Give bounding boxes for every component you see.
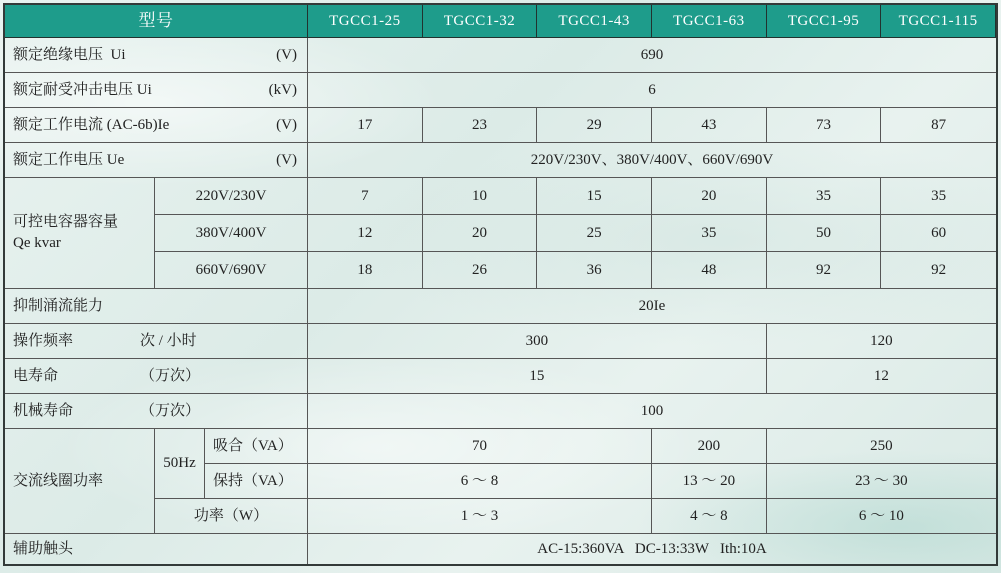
model-header-tgcc1-63: TGCC1-63 — [652, 5, 767, 38]
coil-wattage-label: 功率（W） — [155, 499, 308, 534]
row-label-working-voltage — [5, 143, 308, 178]
value-working-current-115: 87 — [881, 108, 996, 143]
capacity-380-value-63: 35 — [652, 215, 767, 252]
value-working-current-95: 73 — [767, 108, 882, 143]
capacity-voltage-380: 380V/400V — [155, 215, 308, 252]
row-label-inrush-suppression: 抑制涌流能力 — [5, 289, 308, 324]
coil-pickup-label: 吸合（VA） — [205, 429, 308, 464]
coil-pickup-value-b: 200 — [652, 429, 767, 464]
capacity-660-value-63: 48 — [652, 252, 767, 289]
coil-hold-label: 保持（VA） — [205, 464, 308, 499]
value-electrical-life-right: 12 — [767, 359, 996, 394]
row-label-working-current — [5, 108, 308, 143]
unit-text: 次 / 小时 — [140, 332, 197, 349]
capacity-660-value-32: 26 — [423, 252, 538, 289]
value-operating-frequency-right: 120 — [767, 324, 996, 359]
value-operating-frequency-left: 300 — [308, 324, 767, 359]
coil-hold-value-c: 23 ～ 30 — [767, 464, 996, 499]
model-header-tgcc1-25: TGCC1-25 — [308, 5, 423, 38]
value-working-voltage: 220V/230V、380V/400V、660V/690V — [308, 143, 996, 178]
row-label-impulse-voltage — [5, 73, 308, 108]
label-subtext: Qe kvar — [13, 235, 61, 251]
capacity-220-value-43: 15 — [537, 178, 652, 215]
label-text: 操作频率 — [13, 332, 74, 349]
value-working-current-43: 29 — [537, 108, 652, 143]
label-text: 可控电容器容量 — [13, 214, 119, 231]
row-label-mechanical-life — [5, 394, 308, 429]
label-text: 额定工作电压 Ue — [13, 151, 125, 168]
row-label-electrical-life — [5, 359, 308, 394]
value-inrush-suppression: 20Ie — [308, 289, 996, 324]
value-insulation-voltage: 690 — [308, 38, 996, 73]
label-text: 额定耐受冲击电压 Ui — [13, 81, 152, 98]
coil-power-frequency: 50Hz — [155, 429, 205, 499]
label-text: 机械寿命 — [13, 402, 74, 419]
unit-text: (V) — [276, 46, 297, 63]
spec-table — [3, 3, 998, 566]
capacity-voltage-660: 660V/690V — [155, 252, 308, 289]
row-label-capacitor-capacity — [5, 178, 155, 289]
coil-hold-value-b: 13 ～ 20 — [652, 464, 767, 499]
capacity-660-value-43: 36 — [537, 252, 652, 289]
capacity-220-value-32: 10 — [423, 178, 538, 215]
unit-text: （万次） — [140, 402, 201, 419]
coil-pickup-value-c: 250 — [767, 429, 996, 464]
value-impulse-voltage: 6 — [308, 73, 996, 108]
coil-pickup-value-a: 70 — [308, 429, 652, 464]
coil-wattage-value-b: 4 ～ 8 — [652, 499, 767, 534]
row-label-operating-frequency — [5, 324, 308, 359]
value-electrical-life-left: 15 — [308, 359, 767, 394]
capacity-660-value-95: 92 — [767, 252, 882, 289]
capacity-380-value-43: 25 — [537, 215, 652, 252]
value-working-current-25: 17 — [308, 108, 423, 143]
coil-wattage-value-c: 6 ～ 10 — [767, 499, 996, 534]
coil-hold-value-a: 6 ～ 8 — [308, 464, 652, 499]
capacitor-capacity-label — [13, 213, 118, 253]
capacity-660-value-25: 18 — [308, 252, 423, 289]
model-header-tgcc1-32: TGCC1-32 — [423, 5, 538, 38]
value-working-current-63: 43 — [652, 108, 767, 143]
capacity-220-value-63: 20 — [652, 178, 767, 215]
capacity-220-value-115: 35 — [881, 178, 996, 215]
value-aux-contact: AC-15:360VA DC-13:33W Ith:10A — [537, 540, 767, 557]
unit-text: （万次） — [140, 367, 201, 384]
capacity-220-value-95: 35 — [767, 178, 882, 215]
model-header-tgcc1-43: TGCC1-43 — [537, 5, 652, 38]
capacity-660-value-115: 92 — [881, 252, 996, 289]
row-label-aux-contact: 辅助触头 — [5, 534, 308, 564]
model-column-header: 型号 — [5, 5, 308, 38]
value-working-current-32: 23 — [423, 108, 538, 143]
coil-wattage-value-a: 1 ～ 3 — [308, 499, 652, 534]
model-header-tgcc1-95: TGCC1-95 — [767, 5, 882, 38]
row-label-coil-power: 交流线圈功率 — [5, 429, 155, 534]
capacity-380-value-115: 60 — [881, 215, 996, 252]
model-header-tgcc1-115: TGCC1-115 — [881, 5, 996, 38]
capacity-380-value-32: 20 — [423, 215, 538, 252]
unit-text: (V) — [276, 151, 297, 168]
label-text: 额定绝缘电压 Ui — [13, 46, 126, 63]
capacity-voltage-220: 220V/230V — [155, 178, 308, 215]
capacity-380-value-25: 12 — [308, 215, 423, 252]
capacity-220-value-25: 7 — [308, 178, 423, 215]
unit-text: (V) — [276, 116, 297, 133]
unit-text: (kV) — [268, 81, 297, 98]
label-text: 电寿命 — [13, 367, 59, 384]
capacity-380-value-95: 50 — [767, 215, 882, 252]
label-text: 额定工作电流 (AC-6b)Ie — [13, 116, 170, 133]
row-label-insulation-voltage — [5, 38, 308, 73]
value-mechanical-life: 100 — [308, 394, 996, 429]
